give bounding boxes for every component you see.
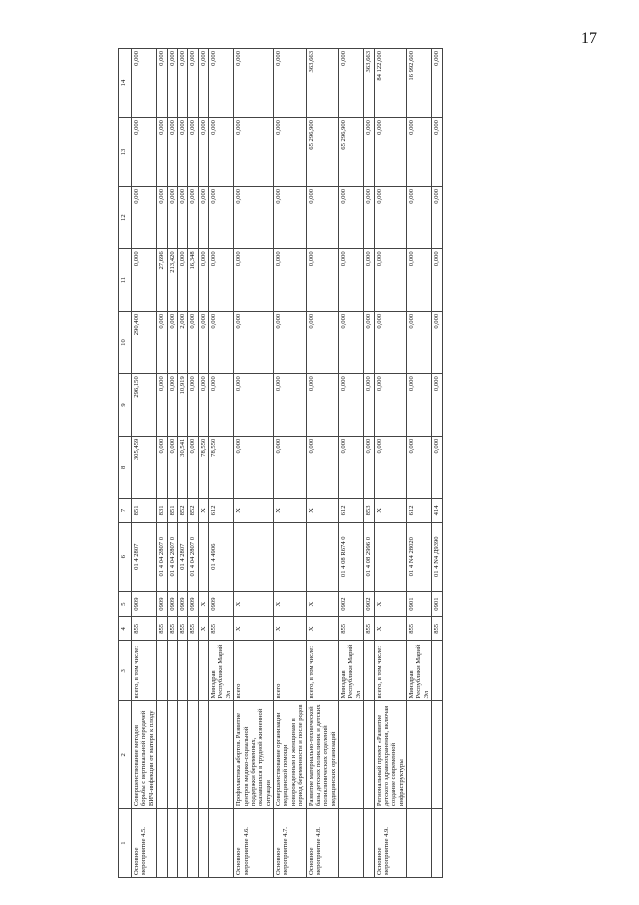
cell-col-9: 0,000 (306, 374, 339, 436)
table-row (339, 49, 364, 878)
cell-col-11: 0,000 (234, 249, 274, 311)
cell-col-9: 0,000 (167, 374, 177, 436)
cell-col-7: 852 (177, 499, 187, 523)
cell-col-13: 0,000 (234, 118, 274, 187)
cell-col-13: 65 296,900 (306, 118, 339, 187)
cell-col-8: 0,000 (407, 436, 432, 498)
cell-col-11: 0,000 (177, 249, 187, 311)
cell-col-8: 0,000 (432, 436, 442, 498)
cell-col-2: Региональный проект «Развитие детского здравоохранения, включая создание современной инфраструктуры (374, 701, 407, 809)
cell-col-2 (198, 701, 208, 809)
table-row (167, 49, 177, 878)
column-number-7: 7 (119, 499, 132, 523)
cell-col-6 (198, 522, 208, 591)
cell-col-13: 0,000 (177, 118, 187, 187)
cell-col-9: 0,000 (374, 374, 407, 436)
cell-col-13: 65 296,900 (339, 118, 364, 187)
cell-col-8: 0,000 (339, 436, 364, 498)
column-number-8: 8 (119, 436, 132, 498)
table-row (188, 49, 198, 878)
cell-col-5: X (274, 591, 307, 617)
cell-col-10: 0,000 (364, 311, 374, 373)
cell-col-1 (177, 809, 187, 878)
cell-col-14: 363,663 (364, 49, 374, 118)
cell-col-13: 0,000 (407, 118, 432, 187)
cell-col-13: 0,000 (132, 118, 157, 187)
cell-col-6: 01 4 08 2996 0 (364, 522, 374, 591)
cell-col-6: 01 4 2807 (177, 522, 187, 591)
cell-col-1 (407, 809, 432, 878)
cell-col-2 (339, 701, 364, 809)
cell-col-3 (177, 641, 187, 701)
cell-col-9: 0,000 (234, 374, 274, 436)
page-number: 17 (581, 30, 597, 47)
column-number-14: 14 (119, 49, 132, 118)
cell-col-9: 0,000 (339, 374, 364, 436)
cell-col-8: 0,000 (306, 436, 339, 498)
cell-col-1 (167, 809, 177, 878)
cell-col-1: Основное мероприятие 4.8. (306, 809, 339, 878)
cell-col-11: 0,000 (132, 249, 157, 311)
cell-col-5: 0902 (339, 591, 364, 617)
cell-col-4: 855 (364, 617, 374, 641)
cell-col-3 (364, 641, 374, 701)
cell-col-6: 01 4 N4 28020 (407, 522, 432, 591)
cell-col-5: 0909 (167, 591, 177, 617)
cell-col-7: 851 (132, 499, 157, 523)
cell-col-14: 0,000 (188, 49, 198, 118)
cell-col-11: 27,696 (157, 249, 167, 311)
column-number-4: 4 (119, 617, 132, 641)
cell-col-2 (432, 701, 442, 809)
cell-col-7: X (374, 499, 407, 523)
cell-col-8: 0,000 (167, 436, 177, 498)
cell-col-12: 0,000 (188, 186, 198, 248)
cell-col-1 (209, 809, 234, 878)
cell-col-3: Минздрав Республики Марий Эл (407, 641, 432, 701)
cell-col-1 (188, 809, 198, 878)
cell-col-9: 0,000 (364, 374, 374, 436)
cell-col-2: Совершенствование методов борьбы с вертикальной передачей ВИЧ-инфекции от матери к плоду (132, 701, 157, 809)
cell-col-7: 853 (364, 499, 374, 523)
table-row (364, 49, 374, 878)
cell-col-6: 01 4 08 R674 0 (339, 522, 364, 591)
cell-col-5: 0909 (132, 591, 157, 617)
cell-col-8: 0,000 (274, 436, 307, 498)
cell-col-3 (432, 641, 442, 701)
cell-col-9: 0,000 (432, 374, 442, 436)
cell-col-4: X (234, 617, 274, 641)
cell-col-2 (407, 701, 432, 809)
cell-col-11: 0,000 (274, 249, 307, 311)
column-number-13: 13 (119, 118, 132, 187)
cell-col-8: 0,000 (234, 436, 274, 498)
table-row (177, 49, 187, 878)
cell-col-4: 855 (132, 617, 157, 641)
cell-col-12: 0,000 (306, 186, 339, 248)
cell-col-4: X (198, 617, 208, 641)
cell-col-7: 612 (407, 499, 432, 523)
cell-col-9: 0,000 (209, 374, 234, 436)
cell-col-5: 0902 (364, 591, 374, 617)
cell-col-4: 855 (407, 617, 432, 641)
cell-col-8: 78,550 (209, 436, 234, 498)
cell-col-10: 2,000 (177, 311, 187, 373)
cell-col-12: 0,000 (364, 186, 374, 248)
budget-table (118, 48, 443, 878)
cell-col-7: 852 (188, 499, 198, 523)
cell-col-5: 0909 (177, 591, 187, 617)
cell-col-12: 0,000 (209, 186, 234, 248)
cell-col-10: 0,000 (167, 311, 177, 373)
cell-col-14: 0,000 (274, 49, 307, 118)
cell-col-3: Минздрав Республики Марий Эл (209, 641, 234, 701)
column-number-1: 1 (119, 809, 132, 878)
cell-col-9: 296,150 (132, 374, 157, 436)
table-row (132, 49, 157, 878)
cell-col-12: 0,000 (374, 186, 407, 248)
cell-col-1 (432, 809, 442, 878)
table-row (157, 49, 167, 878)
cell-col-12: 0,000 (177, 186, 187, 248)
cell-col-10: 0,000 (198, 311, 208, 373)
column-number-2: 2 (119, 701, 132, 809)
cell-col-3: всего (234, 641, 274, 701)
cell-col-9: 0,000 (274, 374, 307, 436)
cell-col-4: 855 (209, 617, 234, 641)
cell-col-12: 0,000 (198, 186, 208, 248)
cell-col-13: 0,000 (374, 118, 407, 187)
cell-col-4: 855 (188, 617, 198, 641)
cell-col-13: 0,000 (167, 118, 177, 187)
cell-col-1 (198, 809, 208, 878)
cell-col-3: всего, в том числе: (374, 641, 407, 701)
cell-col-4: 855 (167, 617, 177, 641)
cell-col-11: 0,000 (306, 249, 339, 311)
cell-col-2 (167, 701, 177, 809)
cell-col-7: 851 (167, 499, 177, 523)
cell-col-8: 305,459 (132, 436, 157, 498)
cell-col-5: X (374, 591, 407, 617)
column-number-9: 9 (119, 374, 132, 436)
cell-col-12: 0,000 (234, 186, 274, 248)
cell-col-1: Основное мероприятие 4.6. (234, 809, 274, 878)
cell-col-6: 01 4 N4 Д9390 (432, 522, 442, 591)
cell-col-14: 0,000 (432, 49, 442, 118)
cell-col-10: 0,000 (274, 311, 307, 373)
cell-col-1: Основное мероприятие 4.9. (374, 809, 407, 878)
cell-col-4: 855 (177, 617, 187, 641)
cell-col-11: 0,000 (364, 249, 374, 311)
cell-col-7: 612 (339, 499, 364, 523)
cell-col-4: 855 (432, 617, 442, 641)
cell-col-3 (157, 641, 167, 701)
cell-col-11: 0,000 (198, 249, 208, 311)
cell-col-4: X (306, 617, 339, 641)
budget-table-wrapper (118, 48, 638, 878)
cell-col-4: 855 (339, 617, 364, 641)
cell-col-2: Профилактика абортов. Развитие центров медико-социальной поддержки беременных, оказавшихся в трудной жизненной ситуации (234, 701, 274, 809)
cell-col-13: 0,000 (274, 118, 307, 187)
cell-col-6 (234, 522, 274, 591)
table-row (198, 49, 208, 878)
cell-col-2 (177, 701, 187, 809)
cell-col-11: 213,420 (167, 249, 177, 311)
cell-col-2: Совершенствование организации медицинской помощи новорожденным и женщинам в период беременности и после родов (274, 701, 307, 809)
cell-col-3: всего (274, 641, 307, 701)
cell-col-3 (188, 641, 198, 701)
table-row (407, 49, 432, 878)
cell-col-14: 84 122,000 (374, 49, 407, 118)
cell-col-3: Минздрав Республики Марий Эл (339, 641, 364, 701)
cell-col-3 (198, 641, 208, 701)
column-number-row (119, 49, 132, 878)
column-number-5: 5 (119, 591, 132, 617)
cell-col-12: 0,000 (407, 186, 432, 248)
cell-col-5: 0909 (188, 591, 198, 617)
cell-col-14: 0,000 (198, 49, 208, 118)
cell-col-9: 0,000 (198, 374, 208, 436)
cell-col-5: 0909 (157, 591, 167, 617)
cell-col-6: 01 4 04 2807 0 (188, 522, 198, 591)
cell-col-5: X (198, 591, 208, 617)
table-row (432, 49, 442, 878)
cell-col-2 (157, 701, 167, 809)
cell-col-7: X (198, 499, 208, 523)
cell-col-4: 855 (157, 617, 167, 641)
cell-col-13: 0,000 (364, 118, 374, 187)
cell-col-10: 0,000 (209, 311, 234, 373)
cell-col-9: 10,919 (177, 374, 187, 436)
column-number-6: 6 (119, 522, 132, 591)
cell-col-6: 01 4 04 2807 0 (157, 522, 167, 591)
cell-col-3: всего, в том числе: (306, 641, 339, 701)
cell-col-10: 0,000 (306, 311, 339, 373)
cell-col-8: 0,000 (188, 436, 198, 498)
column-number-10: 10 (119, 311, 132, 373)
cell-col-5: 0901 (432, 591, 442, 617)
cell-col-11: 0,000 (209, 249, 234, 311)
cell-col-5: X (306, 591, 339, 617)
cell-col-6: 01 4 2807 (132, 522, 157, 591)
cell-col-14: 0,000 (177, 49, 187, 118)
cell-col-8: 0,000 (157, 436, 167, 498)
cell-col-11: 0,000 (407, 249, 432, 311)
cell-col-12: 0,000 (339, 186, 364, 248)
cell-col-13: 0,000 (198, 118, 208, 187)
column-number-3: 3 (119, 641, 132, 701)
cell-col-6: 01 4 04 2807 0 (167, 522, 177, 591)
cell-col-7: 414 (432, 499, 442, 523)
cell-col-8: 0,000 (374, 436, 407, 498)
cell-col-10: 290,400 (132, 311, 157, 373)
cell-col-14: 0,000 (234, 49, 274, 118)
cell-col-1: Основное мероприятие 4.5. (132, 809, 157, 878)
cell-col-12: 0,000 (432, 186, 442, 248)
cell-col-10: 0,000 (157, 311, 167, 373)
cell-col-14: 0,000 (339, 49, 364, 118)
table-row (234, 49, 274, 878)
cell-col-1 (339, 809, 364, 878)
cell-col-1 (157, 809, 167, 878)
table-row (306, 49, 339, 878)
cell-col-11: 0,000 (374, 249, 407, 311)
cell-col-8: 0,000 (364, 436, 374, 498)
cell-col-11: 0,000 (339, 249, 364, 311)
cell-col-10: 0,000 (234, 311, 274, 373)
cell-col-8: 30,541 (177, 436, 187, 498)
cell-col-3 (167, 641, 177, 701)
cell-col-14: 16 992,600 (407, 49, 432, 118)
cell-col-9: 0,000 (157, 374, 167, 436)
cell-col-6 (274, 522, 307, 591)
cell-col-7: X (274, 499, 307, 523)
cell-col-6 (374, 522, 407, 591)
cell-col-6: 01 4 4906 (209, 522, 234, 591)
cell-col-7: 831 (157, 499, 167, 523)
table-row (209, 49, 234, 878)
cell-col-1: Основное мероприятие 4.7. (274, 809, 307, 878)
cell-col-12: 0,000 (274, 186, 307, 248)
cell-col-2 (209, 701, 234, 809)
cell-col-10: 0,000 (374, 311, 407, 373)
cell-col-11: 0,000 (432, 249, 442, 311)
cell-col-14: 363,663 (306, 49, 339, 118)
cell-col-10: 0,000 (432, 311, 442, 373)
cell-col-9: 0,000 (188, 374, 198, 436)
cell-col-13: 0,000 (432, 118, 442, 187)
cell-col-10: 0,000 (407, 311, 432, 373)
cell-col-12: 0,000 (157, 186, 167, 248)
cell-col-14: 0,000 (209, 49, 234, 118)
cell-col-6 (306, 522, 339, 591)
cell-col-14: 0,000 (157, 49, 167, 118)
cell-col-12: 0,000 (167, 186, 177, 248)
cell-col-10: 0,000 (188, 311, 198, 373)
cell-col-2 (188, 701, 198, 809)
cell-col-5: X (234, 591, 274, 617)
cell-col-14: 0,000 (132, 49, 157, 118)
cell-col-11: 16,348 (188, 249, 198, 311)
cell-col-7: X (306, 499, 339, 523)
column-number-11: 11 (119, 249, 132, 311)
cell-col-10: 0,000 (339, 311, 364, 373)
cell-col-3: всего, в том числе: (132, 641, 157, 701)
cell-col-2 (364, 701, 374, 809)
cell-col-13: 0,000 (188, 118, 198, 187)
cell-col-7: 612 (209, 499, 234, 523)
cell-col-4: X (374, 617, 407, 641)
cell-col-14: 0,000 (167, 49, 177, 118)
cell-col-7: X (234, 499, 274, 523)
cell-col-5: 0901 (407, 591, 432, 617)
cell-col-5: 0909 (209, 591, 234, 617)
cell-col-9: 0,000 (407, 374, 432, 436)
table-row (274, 49, 307, 878)
cell-col-12: 0,000 (132, 186, 157, 248)
cell-col-13: 0,000 (157, 118, 167, 187)
table-row (374, 49, 407, 878)
cell-col-8: 78,550 (198, 436, 208, 498)
cell-col-4: X (274, 617, 307, 641)
cell-col-1 (364, 809, 374, 878)
cell-col-2: Развитие материально-технической базы детских поликлиник и детских поликлинических отделений медицинских организаций (306, 701, 339, 809)
column-number-12: 12 (119, 186, 132, 248)
table-body (132, 49, 443, 878)
cell-col-13: 0,000 (209, 118, 234, 187)
